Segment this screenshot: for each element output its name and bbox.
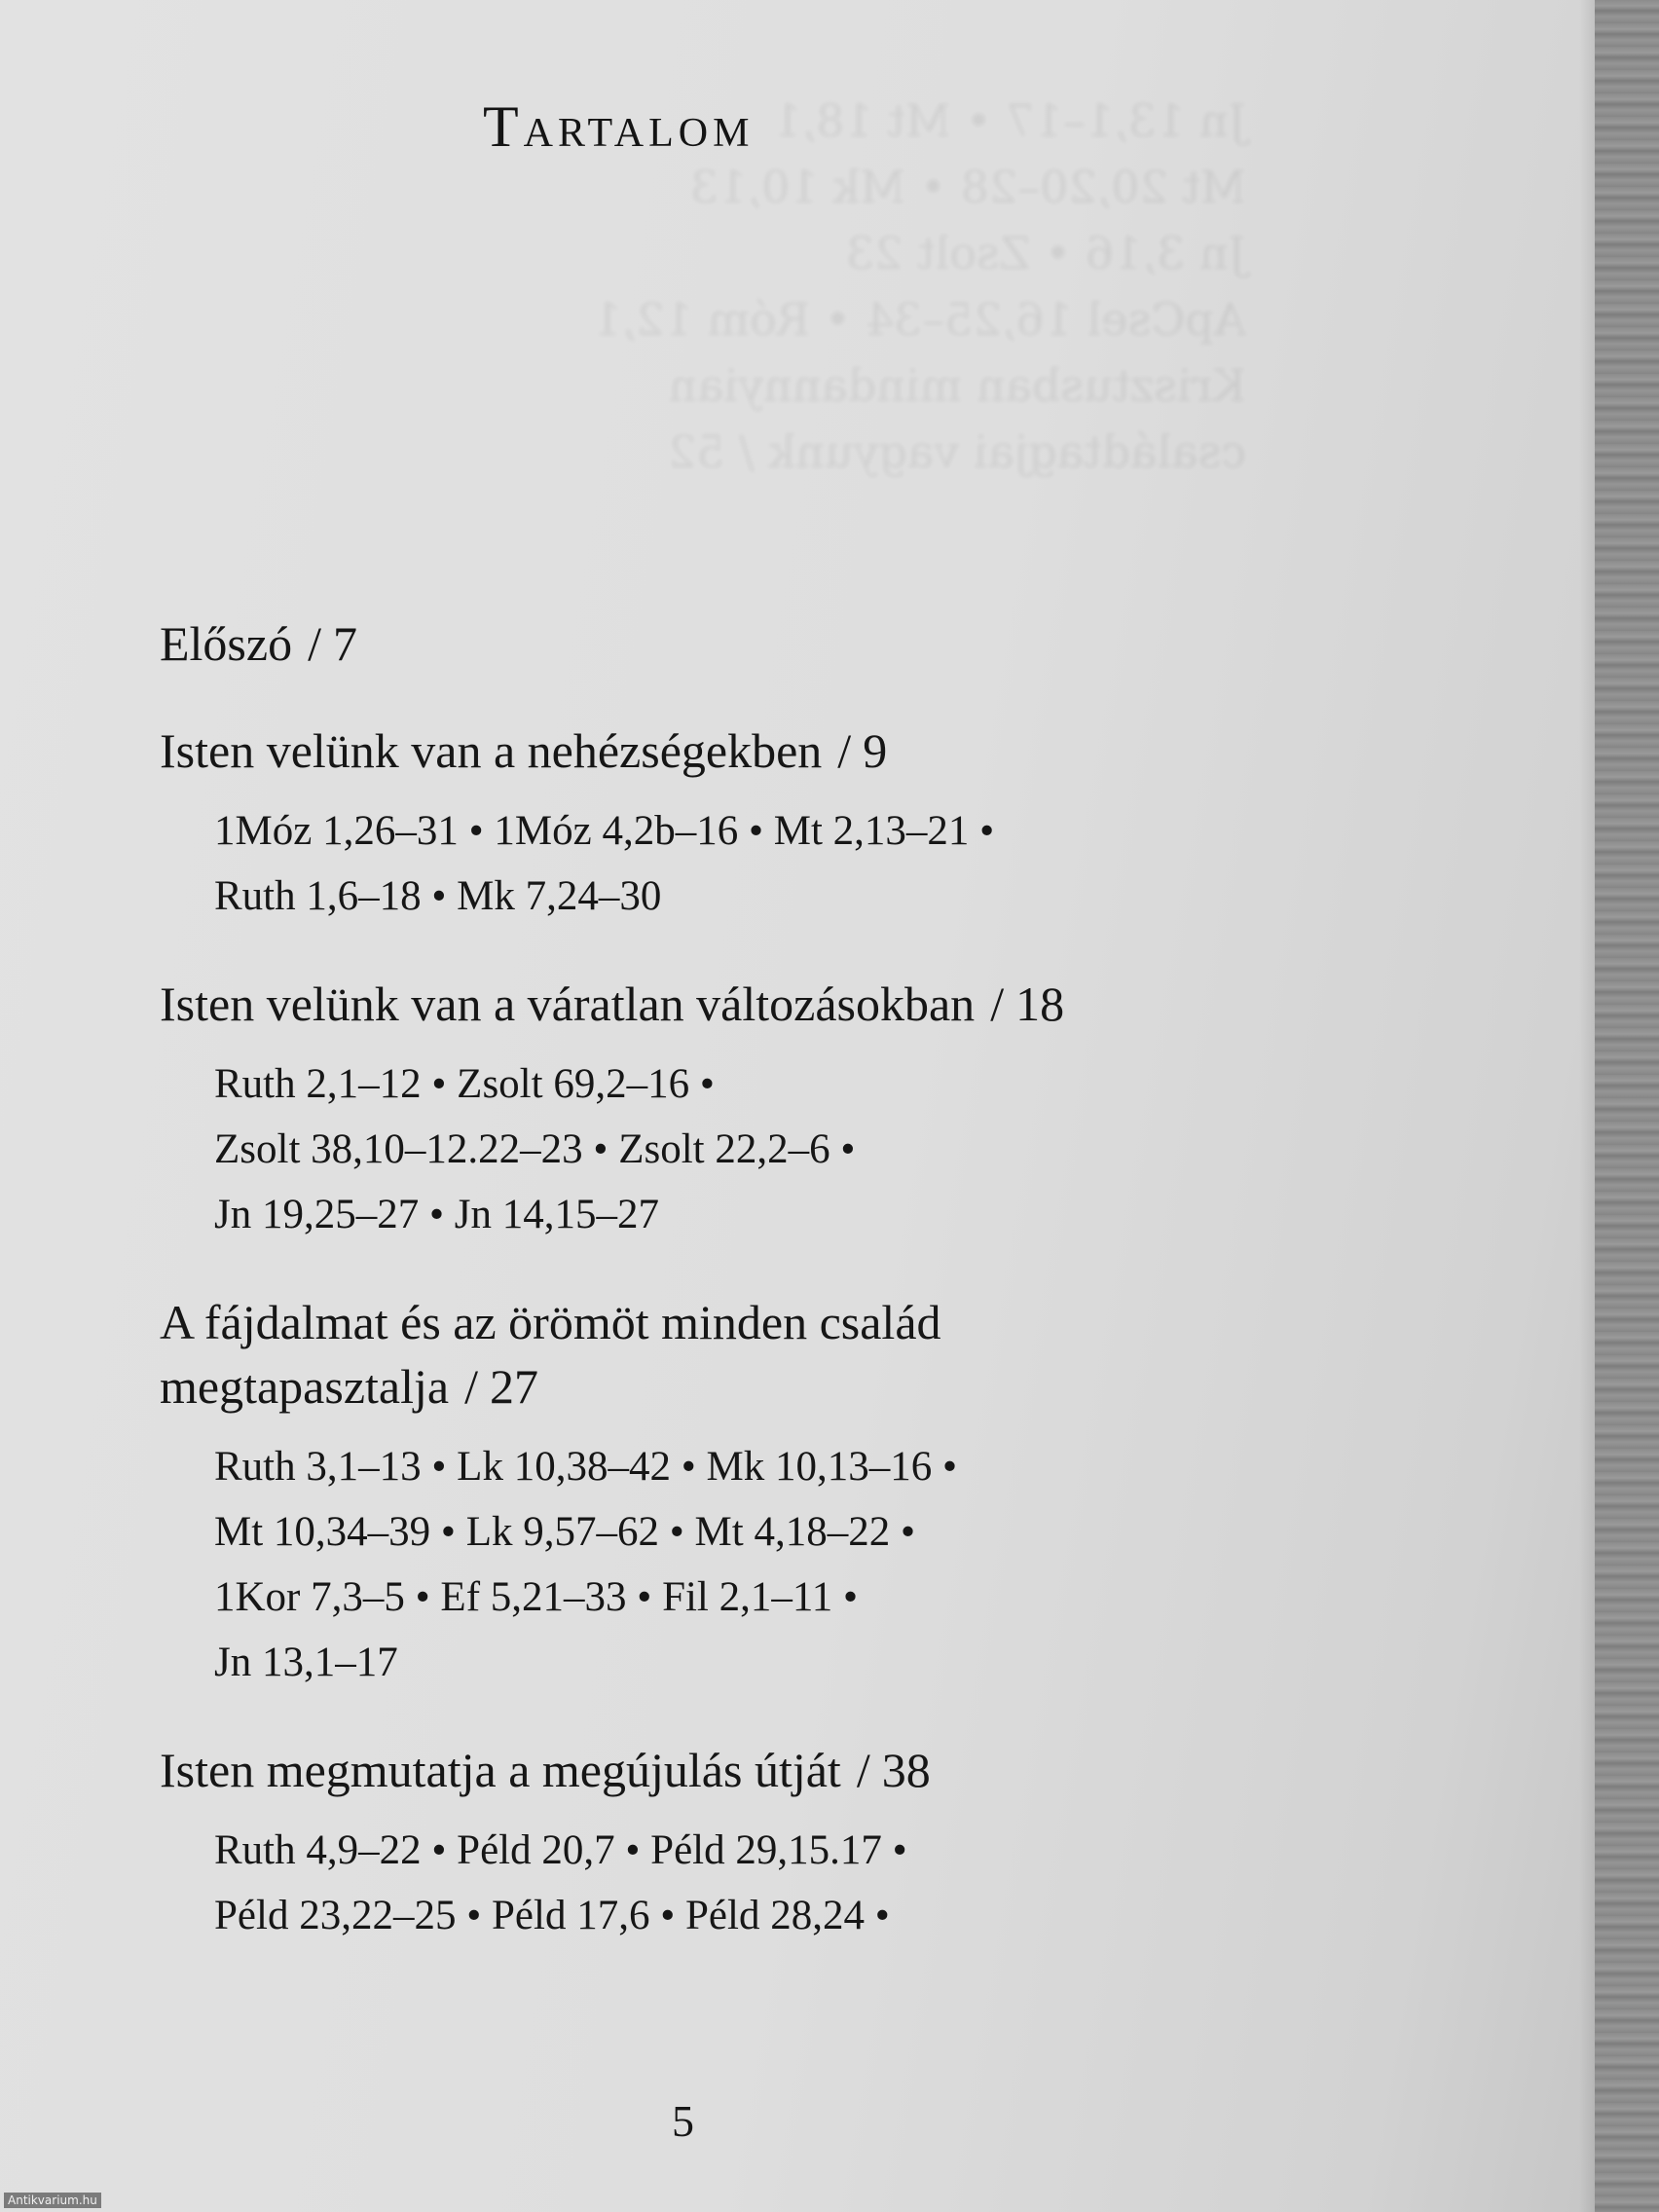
toc-entry-title	[160, 1354, 1542, 1419]
reference-line: Mt 10,34–39 • Lk 9,57–62 • Mt 4,18–22 •	[214, 1509, 916, 1555]
toc-entry-references	[214, 798, 1542, 929]
toc-entry-title	[160, 1290, 1542, 1354]
bleed-through-text: Jn 13,1–17 • Mt 18,1 Mt 20,20–28 • Mk 10,13 Jn 3,16 • Zsolt 23 ApCsel 16,25–34 • Róm 12,1 Krisztusban mindannyian családtagjai vagyunk / 52	[593, 94, 1246, 478]
reference-line: Ruth 2,1–12 • Zsolt 69,2–16 •	[214, 1061, 715, 1107]
reference-line: 1Kor 7,3–5 • Ef 5,21–33 • Fil 2,1–11 •	[214, 1574, 859, 1620]
toc-entry-title-text: A fájdalmat és az örömöt minden család	[160, 1295, 941, 1349]
watermark: Antikvarium.hu	[4, 2193, 101, 2208]
toc-separator: /	[856, 1743, 870, 1797]
toc-entry-page: 7	[333, 616, 357, 671]
toc-entry-page: 38	[881, 1743, 931, 1797]
toc-entry	[160, 972, 1542, 1247]
toc-entry-title	[160, 611, 1542, 676]
reference-line: Ruth 1,6–18 • Mk 7,24–30	[214, 873, 662, 919]
toc-entry-title	[160, 972, 1542, 1036]
toc-entry	[160, 1738, 1542, 1948]
toc-entry	[160, 719, 1542, 929]
toc-entry-references	[214, 1818, 1542, 1948]
toc-entry-page: 9	[863, 723, 888, 778]
toc-entry-title-text: Isten velünk van a nehézségekben	[160, 723, 823, 778]
toc-entry-references	[214, 1051, 1542, 1247]
reference-line: Jn 13,1–17	[214, 1640, 398, 1685]
toc-separator: /	[464, 1359, 478, 1414]
reference-line: Zsolt 38,10–12.22–23 • Zsolt 22,2–6 •	[214, 1126, 856, 1172]
reference-line: Péld 23,22–25 • Péld 17,6 • Péld 28,24 •	[214, 1893, 890, 1938]
toc-separator: /	[837, 723, 852, 778]
toc-entry-page: 18	[1015, 977, 1065, 1031]
toc-separator: /	[308, 616, 321, 671]
table-of-contents	[160, 611, 1542, 1991]
reference-line: Ruth 3,1–13 • Lk 10,38–42 • Mk 10,13–16 •	[214, 1444, 958, 1490]
toc-entry-page: 27	[489, 1359, 538, 1414]
toc-entry-title	[160, 719, 1542, 783]
reference-line: 1Móz 1,26–31 • 1Móz 4,2b–16 • Mt 2,13–21 •	[214, 808, 995, 854]
reference-line: Ruth 4,9–22 • Péld 20,7 • Péld 29,15.17 •	[214, 1827, 907, 1873]
toc-separator: /	[990, 977, 1005, 1031]
page-number: 5	[672, 2096, 694, 2146]
toc-entry-title-text: megtapasztalja	[160, 1359, 450, 1414]
toc-entry-title-text: Isten velünk van a váratlan változásokban	[160, 977, 976, 1031]
toc-entry-references	[214, 1434, 1542, 1695]
toc-entry-title	[160, 1738, 1542, 1802]
toc-entry	[160, 1290, 1542, 1695]
toc-entry	[160, 611, 1542, 676]
page-edge-shadow	[1579, 0, 1595, 2212]
book-spine	[1595, 0, 1659, 2212]
toc-entry-title-text: Előszó	[160, 616, 293, 671]
reference-line: Jn 19,25–27 • Jn 14,15–27	[214, 1192, 660, 1237]
page-title: Tartalom	[483, 94, 755, 159]
toc-entry-title-text: Isten megmutatja a megújulás útját	[160, 1743, 841, 1797]
